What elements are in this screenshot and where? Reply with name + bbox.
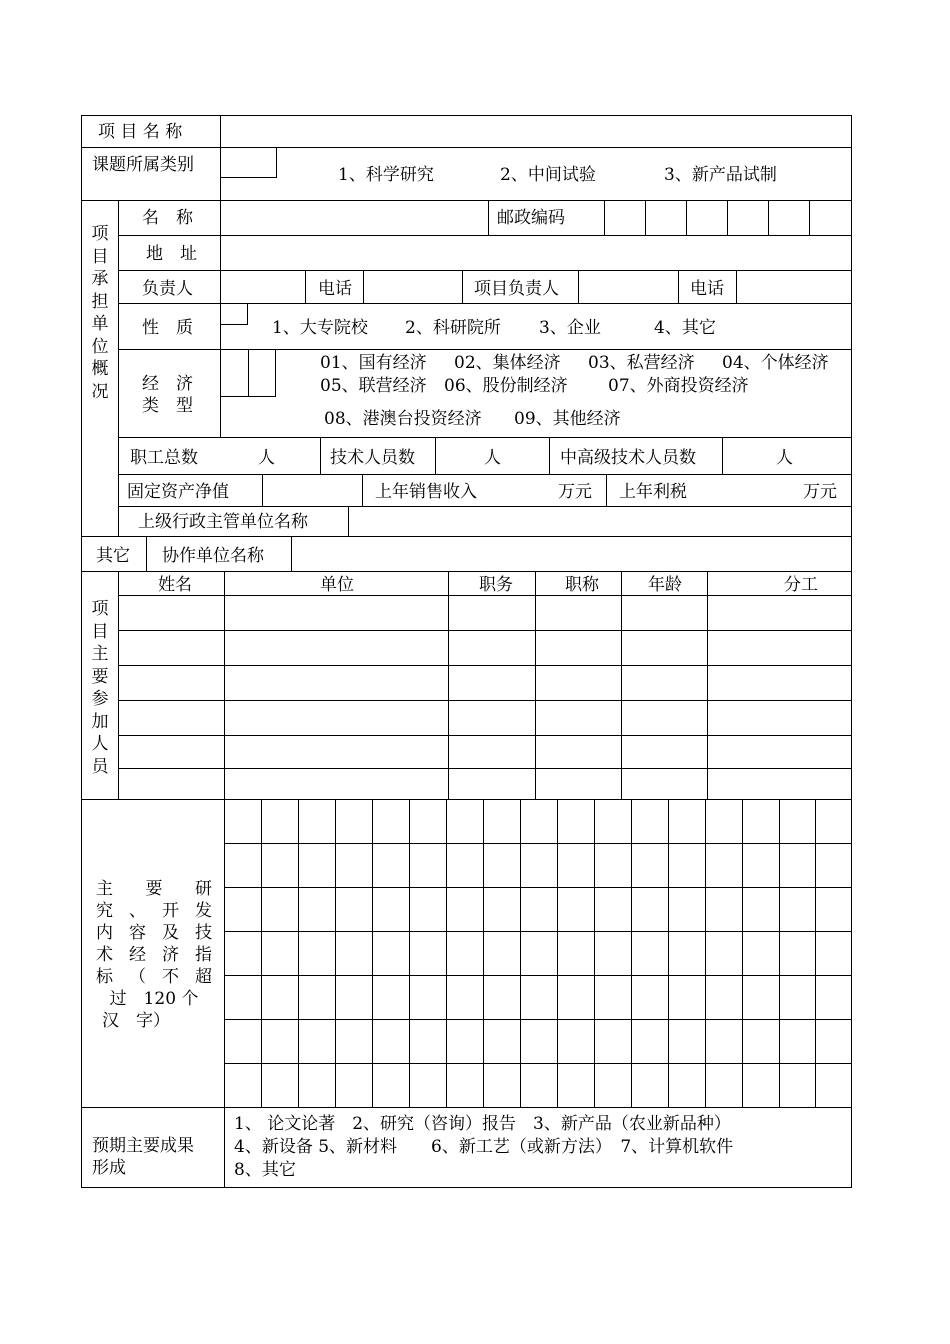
econ-option-03: 03、私营经济	[588, 353, 695, 373]
econ-option-07: 07、外商投资经济	[608, 376, 749, 396]
leader-label: 负责人	[142, 279, 193, 299]
header-unit: 单位	[320, 575, 354, 595]
staff-total-label: 职工总数	[130, 448, 198, 468]
category-option-research: 1、科学研究	[338, 165, 434, 185]
nature-option-institute: 2、科研院所	[405, 318, 501, 338]
econ-option-02: 02、集体经济	[454, 353, 561, 373]
fixed-assets-label: 固定资产净值	[127, 482, 229, 502]
econ-option-09: 09、其他经济	[514, 409, 621, 429]
econ-option-01: 01、国有经济	[320, 353, 427, 373]
postcode-field[interactable]	[606, 205, 850, 233]
econ-label-2: 类 型	[142, 396, 193, 416]
header-position: 职务	[479, 575, 513, 595]
unit-section-label: 项 目 承 担 单 位 概 况	[91, 224, 109, 402]
project-name-label: 项 目 名 称	[98, 122, 183, 142]
nature-option-college: 1、大专院校	[272, 318, 368, 338]
results-label-2: 形成	[92, 1158, 126, 1178]
results-options-line2: 4、新设备 5、新材料 6、新工艺（或新方法） 7、计算机软件	[234, 1137, 734, 1157]
results-options-line3: 8、其它	[234, 1160, 296, 1180]
econ-option-05: 05、联营经济	[320, 376, 427, 396]
senior-tech-label: 中高级技术人员数	[560, 448, 696, 468]
nature-code-box[interactable]	[221, 304, 248, 325]
senior-tech-unit: 人	[776, 448, 793, 468]
econ-option-04: 04、个体经济	[722, 353, 829, 373]
phone2-label: 电话	[690, 279, 724, 299]
results-options-line1: 1、 论文论著 2、研究（咨询）报告 3、新产品（农业新品种）	[234, 1114, 731, 1134]
header-age: 年龄	[648, 575, 682, 595]
unit-name-label: 名 称	[142, 208, 193, 228]
other-label: 其它	[96, 546, 130, 566]
sales-unit: 万元	[558, 482, 592, 502]
tech-staff-label: 技术人员数	[330, 448, 415, 468]
staff-total-unit: 人	[258, 448, 275, 468]
project-leader-label: 项目负责人	[474, 279, 559, 299]
sales-label: 上年销售收入	[375, 482, 477, 502]
header-title: 职称	[565, 575, 599, 595]
tech-staff-unit: 人	[484, 448, 501, 468]
econ-option-06: 06、股份制经济	[444, 376, 568, 396]
content-label: 主 要 研 究 、 开 发 内 容 及 技 术 经 济 指 标 （ 不 超 过 120 个 汉 字）	[96, 879, 212, 1031]
phone-label: 电话	[318, 279, 352, 299]
category-code-box[interactable]	[221, 148, 277, 178]
results-label-1: 预期主要成果	[92, 1136, 194, 1156]
postcode-label: 邮政编码	[497, 208, 565, 228]
superior-label: 上级行政主管单位名称	[138, 512, 308, 532]
header-duty: 分工	[784, 575, 818, 595]
content-writing-grid[interactable]	[225, 800, 851, 1108]
members-section-label: 项 目 主 要 参 加 人 员	[91, 599, 109, 777]
category-option-newproduct: 3、新产品试制	[664, 165, 777, 185]
nature-label: 性 质	[142, 318, 193, 338]
category-option-pilot: 2、中间试验	[500, 165, 596, 185]
coop-unit-label: 协作单位名称	[162, 546, 264, 566]
nature-option-enterprise: 3、企业	[539, 318, 601, 338]
header-name: 姓名	[158, 575, 192, 595]
address-label: 地 址	[146, 244, 197, 264]
nature-option-other: 4、其它	[654, 318, 716, 338]
profit-unit: 万元	[803, 482, 837, 502]
profit-label: 上年利税	[619, 482, 687, 502]
econ-option-08: 08、港澳台投资经济	[324, 409, 482, 429]
category-label: 课题所属类别	[92, 155, 194, 175]
econ-label-1: 经 济	[142, 374, 193, 394]
